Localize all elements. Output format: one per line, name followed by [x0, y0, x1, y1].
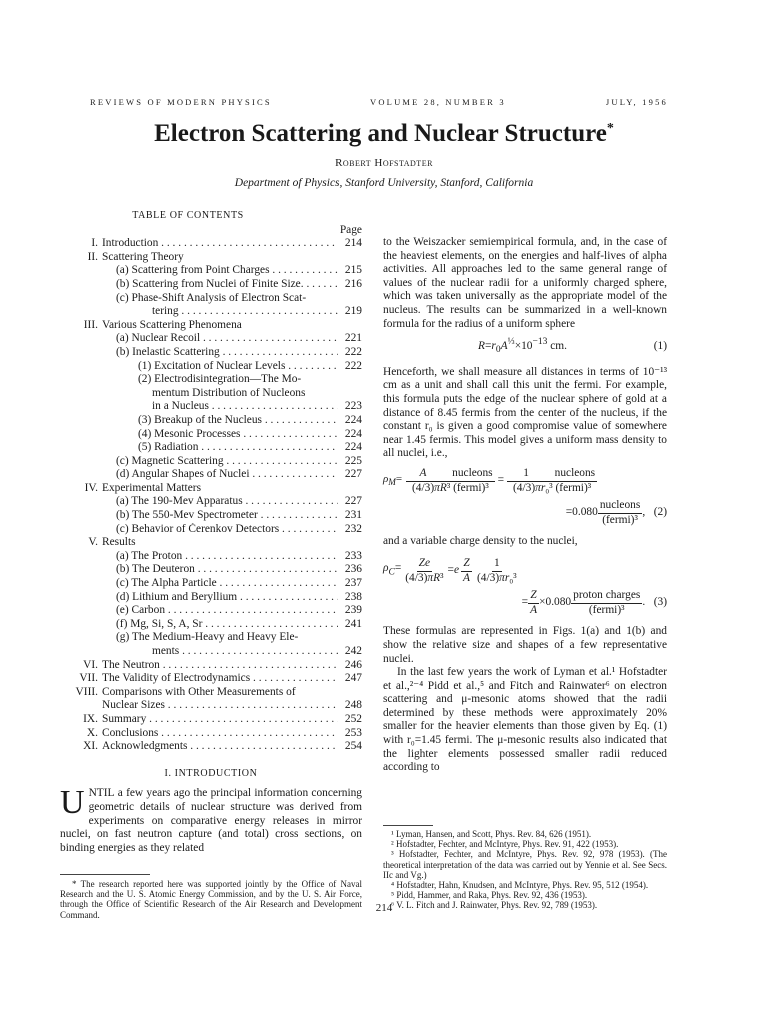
equation-2-result: =0.080 $\frac{\text{nucleons}}{\text{(fermi)³}}$ , (2): [565, 499, 667, 526]
toc-entry: [60, 346, 362, 360]
volume-number: VOLUME 28, NUMBER 3: [370, 97, 506, 107]
toc-entry: [60, 659, 362, 673]
author-affiliation: Department of Physics, Stanford University, Stanford, California: [234, 177, 534, 189]
toc-entry-title: (2) Electrodisintegration—The Mo-: [138, 373, 302, 386]
intro-text: a few years ago the principal information concerning geometric details of nuclear structure was derived from experiments on comparative energy releases in mirror nuclei, on fast neutron capture (and total) cross sections, on binding energies as they related: [60, 787, 362, 854]
footnote: ⁴ Hofstadter, Hahn, Knudsen, and McIntyre, Phys. Rev. 95, 512 (1954).: [391, 880, 649, 891]
toc-entry: [60, 618, 362, 632]
toc-entry-title: (e) Carbon . . .: [102, 604, 338, 618]
footnote-rule-right: [383, 825, 433, 826]
toc-entry: [60, 495, 362, 509]
title-footnote-mark: *: [606, 121, 614, 136]
toc-entry-page: 227: [344, 468, 362, 481]
toc-entry: [60, 740, 362, 754]
toc-entry-title: (a) Nuclear Recoil . . .: [102, 332, 338, 346]
toc-entry: [60, 509, 362, 523]
toc-entry-title: (a) The 190-Mev Apparatus . . .: [102, 495, 338, 509]
toc-entry-page: 254: [344, 740, 362, 753]
footnote-rule-left: [60, 874, 150, 875]
toc-entry-page: 221: [344, 332, 362, 345]
toc-entry: [60, 604, 362, 618]
intro-first-word: NTIL: [88, 787, 115, 800]
equation-2-number: (2): [653, 506, 667, 519]
toc-entry-page: 237: [344, 577, 362, 590]
toc-entry-title: Acknowledgments . . .: [102, 740, 338, 754]
toc-entry-title: (b) The 550-Mev Spectrometer . . .: [102, 509, 338, 523]
toc-entry-page: 227: [344, 495, 362, 508]
toc-entry-page: 239: [344, 604, 362, 617]
toc-heading: TABLE OF CONTENTS: [132, 210, 244, 221]
toc-entry-title: (a) Scattering from Point Charges . . .: [102, 264, 338, 278]
intro-paragraph: [60, 784, 362, 855]
toc-entry: [60, 713, 362, 727]
toc-entry-page: 224: [344, 427, 362, 440]
toc-entry: [60, 319, 362, 333]
toc-entry-number: II.: [87, 250, 98, 263]
footnote-star: * The research reported here was supported jointly by the Office of Naval Research and the U. S. Atomic Energy Commission, and by the U. S. Air Force, through the Office of Scientific Research of the Air Research and Development Command.: [60, 879, 362, 920]
toc-entry: [60, 414, 362, 428]
toc-entry-title: (5) Radiation . . .: [102, 441, 338, 455]
toc-entry-title: (d) Angular Shapes of Nuclei . . .: [102, 468, 338, 482]
toc-entry-page: 231: [344, 509, 362, 522]
toc-entry-number: I.: [91, 237, 98, 250]
toc-entry-page: 248: [344, 699, 362, 712]
toc-entry-page: 246: [344, 658, 362, 671]
toc-entry-page: 222: [344, 359, 362, 372]
toc-page-label: Page: [339, 223, 362, 236]
toc-entry: [60, 428, 362, 442]
footnote: ⁵ Pidd, Hammer, and Raka, Phys. Rev. 92, 436 (1953).: [391, 890, 588, 901]
right-column: [383, 236, 667, 775]
toc-entry: [60, 523, 362, 537]
toc-entry-page: 242: [344, 645, 362, 657]
section-heading-introduction: I. INTRODUCTION: [164, 767, 258, 779]
toc-entry: [60, 577, 362, 591]
toc-entry-number: IV.: [84, 481, 98, 494]
toc-entry: [60, 373, 362, 387]
equation-3: $\rho_C=$ $\frac{Ze}{\text{(4/3)πR³}}$ =e $\frac{Z}{A}$ $\frac{1}{\text{(4/3)πr₀³}}$: [383, 556, 517, 584]
toc-entry: [60, 455, 362, 469]
toc-entry-title: Nuclear Sizes . . .: [102, 699, 338, 713]
footnote: ¹ Lyman, Hansen, and Scott, Phys. Rev. 84, 626 (1951).: [391, 829, 592, 839]
footnote: ² Hofstadter, Fechter, and McIntyre, Phys. Rev. 91, 422 (1953).: [391, 839, 619, 850]
toc-entry: [60, 400, 362, 414]
toc-entry-number: XI.: [83, 740, 98, 753]
footnote-list: [383, 829, 667, 911]
equation-1: $R=r_0A^{\frac{1}{3}}\times 10^{-13}$ cm. (1): [478, 337, 667, 356]
issue-date: JULY, 1956: [605, 97, 668, 107]
toc-entry-page: 233: [344, 549, 362, 562]
table-of-contents: [60, 237, 362, 754]
toc-entry-title: (4) Mesonic Processes . . .: [102, 428, 338, 442]
paragraph-charge-density: and a variable charge density to the nuclei,: [383, 535, 578, 548]
toc-entry-title: mentum Distribution of Nucleons: [152, 386, 306, 399]
toc-entry-page: 247: [344, 672, 362, 685]
toc-entry-page: 253: [344, 726, 362, 739]
toc-entry-number: X.: [86, 726, 98, 739]
toc-entry-page: 224: [344, 413, 362, 426]
drop-cap: U: [60, 784, 85, 822]
toc-entry-page: 241: [344, 617, 362, 630]
toc-entry: [60, 332, 362, 346]
author-name: Robert Hofstadter: [335, 157, 433, 169]
toc-entry-title: (b) Inelastic Scattering . . .: [102, 346, 338, 360]
toc-entry-number: VI.: [83, 658, 98, 671]
toc-entry-title: The Neutron . . .: [102, 659, 338, 673]
article-title: Electron Scattering and Nuclear Structure*: [154, 120, 614, 147]
toc-entry-title: Introduction . . .: [102, 237, 338, 251]
running-header: [90, 97, 668, 109]
toc-entry-title: (g) The Medium-Heavy and Heavy Ele-: [116, 631, 299, 644]
toc-entry-title: (c) Phase-Shift Analysis of Electron Scat-: [116, 291, 307, 304]
paragraph-radius: to the Weiszacker semiempirical formula, and, in the case of the heaviest elements, on the energies and half-lives of alpha activities. All approaches led to the same general range of values of the nuclear radii for a uniformly charged sphere, which was taken universally as the appropriate model of the nucleus. The results can be summarized in a well-known formula for the radius of a uniform sphere: [383, 236, 667, 330]
toc-entry-title: (a) The Proton . . .: [102, 550, 338, 564]
toc-entry: [60, 251, 362, 265]
toc-entry: [60, 441, 362, 455]
journal-name: REVIEWS OF MODERN PHYSICS: [90, 97, 272, 107]
toc-entry: [60, 278, 362, 292]
toc-entry-page: 219: [344, 305, 362, 318]
toc-entry-page: 223: [344, 400, 362, 413]
toc-entry: [60, 563, 362, 577]
toc-entry: [60, 672, 362, 686]
toc-entry-title: Summary . . .: [102, 713, 338, 727]
toc-entry-title: (3) Breakup of the Nucleus . . .: [102, 414, 338, 428]
toc-entry-title: (b) The Deuteron . . .: [102, 563, 338, 577]
toc-entry: [60, 699, 362, 713]
left-column: [60, 209, 362, 855]
toc-entry-title: Conclusions . . .: [102, 727, 338, 741]
toc-entry-number: IX.: [83, 712, 98, 725]
toc-entry-title: (f) Mg, Si, S, A, Sr . . .: [102, 618, 338, 632]
toc-entry-title: Comparisons with Other Measurements of: [102, 685, 296, 698]
toc-entry-title: in a Nucleus . . .: [102, 400, 338, 414]
toc-entry-title: Various Scattering Phenomena: [102, 318, 242, 331]
toc-entry: [60, 468, 362, 482]
equation-2: $\rho_M=$ $\frac{\text{A nucleons}}{\text{(4/3)πR³ (fermi)³}}$ = $\frac{\text{1 nucleons}}{\text{(4/3)πr₀³ (fermi)³}}$: [383, 466, 596, 494]
toc-entry-title: tering . . .: [102, 305, 338, 319]
paragraph-fermi: Henceforth, we shall measure all distances in terms of 10⁻¹³ cm as a unit and shall call this unit the fermi. For example, this formula puts the edge of the nuclear sphere of gold at a distance of 8.45 fermis from the center of the nucleus, if the constant r₀ is given a good compromise value of somewhere near 1.45 fermis. This model gives a uniform mass density to all nuclei, i.e.,: [383, 365, 667, 460]
toc-entry-page: 214: [344, 237, 362, 250]
equation-3-number: (3): [653, 596, 667, 609]
toc-entry: [60, 264, 362, 278]
toc-entry: [60, 237, 362, 251]
toc-entry: [60, 686, 362, 700]
toc-entry: [60, 292, 362, 306]
toc-entry: [60, 631, 362, 645]
toc-entry-page: 232: [344, 522, 362, 535]
page-number: 214: [375, 902, 393, 914]
toc-entry-title: (c) Magnetic Scattering . . .: [102, 455, 338, 469]
toc-entry-title: (c) Behavior of Čerenkov Detectors . . .: [102, 523, 338, 537]
toc-entry-title: (d) Lithium and Beryllium . . .: [102, 591, 338, 605]
toc-entry-page: 216: [344, 277, 362, 290]
toc-entry-title: (c) The Alpha Particle . . .: [102, 577, 338, 591]
toc-entry: [60, 536, 362, 550]
equation-1-number: (1): [653, 340, 667, 353]
toc-entry-page: 215: [344, 264, 362, 277]
toc-entry: [60, 387, 362, 401]
toc-entry-title: (1) Excitation of Nuclear Levels . . .: [102, 360, 338, 374]
toc-entry-page: 222: [344, 345, 362, 358]
paragraph-figures: These formulas are represented in Figs. 1(a) and 1(b) and show the relative size and shapes of a few representative nuclei.: [383, 625, 667, 665]
equation-3-result: = $\frac{Z}{A}$ ×0.080 $\frac{\text{proton charges}}{\text{(fermi)³}}$ . (3): [521, 589, 667, 616]
toc-entry-number: VIII.: [75, 685, 98, 698]
toc-entry-number: III.: [83, 318, 98, 331]
toc-entry-page: 224: [344, 441, 362, 454]
toc-entry: [60, 482, 362, 496]
toc-entry: [60, 645, 362, 659]
toc-entry: [60, 360, 362, 374]
toc-entry-page: 238: [344, 590, 362, 603]
paragraph-recent-work: In the last few years the work of Lyman et al.¹ Hofstadter et al.,²⁻⁴ Pidd et al.,⁵ and Fitch and Rainwater⁶ on electron scattering and μ-mesonic atoms showed that the radii determined by these methods were approximately 20% smaller for the heavier elements than those given by Eq. (1) with r₀=1.45 fermi. The μ-mesonic results also indicated that the lighter elements possessed smaller radii reduced according to: [383, 666, 667, 774]
toc-entry-title: Results: [102, 536, 136, 549]
toc-entry: [60, 591, 362, 605]
toc-entry-number: V.: [88, 536, 98, 549]
toc-entry-title: The Validity of Electrodynamics . . .: [102, 672, 338, 686]
footnote: ³ Hofstadter, Fechter, and McIntyre, Phys. Rev. 92, 978 (1953). (The theoretical interpretation of the data was carried out by Yennie et al. See Secs. IIc and Vg.): [383, 849, 667, 880]
footnote: ⁶ V. L. Fitch and J. Rainwater, Phys. Rev. 92, 789 (1953).: [391, 900, 598, 911]
toc-entry-page: 225: [344, 454, 362, 467]
toc-entry-title: Scattering Theory: [102, 250, 184, 263]
toc-entry-page: 252: [344, 712, 362, 725]
toc-entry: [60, 550, 362, 564]
toc-entry: [60, 305, 362, 319]
toc-entry-title: Experimental Matters: [102, 481, 202, 494]
toc-entry-page: 236: [344, 563, 362, 576]
toc-entry: [60, 727, 362, 741]
toc-entry-title: (b) Scattering from Nuclei of Finite Size. . . .: [102, 278, 338, 292]
toc-entry-title: ments . . .: [102, 645, 338, 659]
toc-entry-number: VII.: [79, 672, 98, 685]
